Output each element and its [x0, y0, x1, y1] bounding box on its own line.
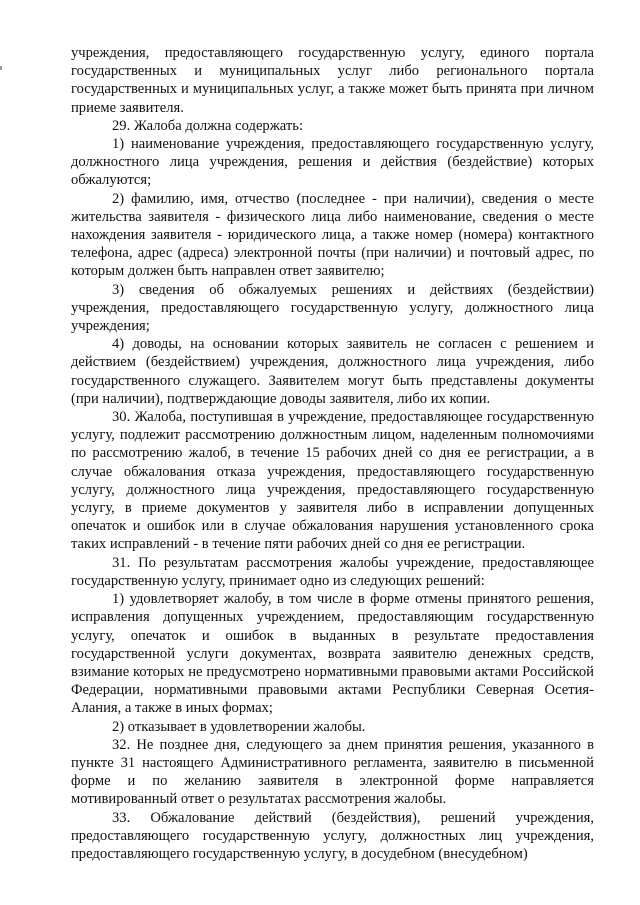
paragraph-item-29-3: 3) сведения об обжалуемых решениях и действиях (бездействии) учреждения, предоставляющего государственную услугу, должностного лица учреждения;: [71, 281, 594, 335]
scan-edge-mark: [0, 66, 2, 70]
paragraph-item-33: 33. Обжалование действий (бездействия), решений учреждения, предоставляющего государственную услугу, должностных лиц учреждения, предоставляющего государственную услугу, в досудебном (внесудебном): [71, 809, 594, 862]
paragraph-item-29-1: 1) наименование учреждения, предоставляющего государственную услугу, должностного лица учреждения, решения и действия (бездействие) которых обжалуются;: [71, 136, 594, 189]
paragraph-item-31: 31. По результатам рассмотрения жалобы учреждение, предоставляющее государственную услугу, принимает одно из следующих решений:: [71, 554, 594, 589]
paragraph-item-30: 30. Жалоба, поступившая в учреждение, предоставляющее государственную услугу, подлежит рассмотрению должностным лицом, наделенным полномочиями по рассмотрению жалоб, в течение 15 рабочих дней со дня ее регистрации, а в случае обжалования отказа учреждения, предоставляющего государственную услугу, должностного лица учреждения, предоставляющего государственную услугу, в приеме документов у заявителя либо в исправлении допущенных опечаток и ошибок или в случае обжалования нарушения установленного срока таких исправлений - в течение пяти рабочих дней со дня ее регистрации.: [71, 409, 594, 553]
paragraph-item-32: 32. Не позднее дня, следующего за днем принятия решения, указанного в пункте 31 настоящего Административного регламента, заявителю в письменной форме и по желанию заявителя в электронной форме направляется мотивированный ответ о результатах рассмотрения жалобы.: [71, 736, 594, 808]
paragraph-item-29: 29. Жалоба должна содержать:: [112, 117, 303, 134]
paragraph-item-31-2: 2) отказывает в удовлетворении жалобы.: [112, 718, 366, 735]
paragraph-item-31-1: 1) удовлетворяет жалобу, в том числе в форме отмены принятого решения, исправления допущенных учреждением, предоставляющим государственную услугу, опечаток и ошибок в выданных в результате предоставления государственной услуги документах, возврата заявителю денежных средств, взимание которых не предусмотрено нормативными правовыми актами Российской Федерации, нормативными правовыми актами Республики Северная Осетия-Алания, а также в иных формах;: [71, 591, 594, 717]
paragraph-item-29-4: 4) доводы, на основании которых заявитель не согласен с решением и действием (бездействием) учреждения, должностного лица учреждения, либо государственного служащего. Заявителем могут быть представлены документы (при наличии), подтверждающие доводы заявителя, либо их копии.: [71, 336, 594, 407]
document-page: [71, 44, 594, 863]
paragraph-continuation: учреждения, предоставляющего государственную услугу, единого портала государственных и муниципальных услуг либо регионального портала государственных и муниципальных услуг, а также может быть принята при личном приеме заявителя.: [71, 45, 594, 116]
paragraph-item-29-2: 2) фамилию, имя, отчество (последнее - при наличии), сведения о месте жительства заявителя - физического лица либо наименование, сведения о месте нахождения заявителя - юридического лица, а также номер (номера) контактного телефона, адрес (адреса) электронной почты (при наличии) и почтовый адрес, по которым должен быть направлен ответ заявителю;: [71, 190, 594, 280]
